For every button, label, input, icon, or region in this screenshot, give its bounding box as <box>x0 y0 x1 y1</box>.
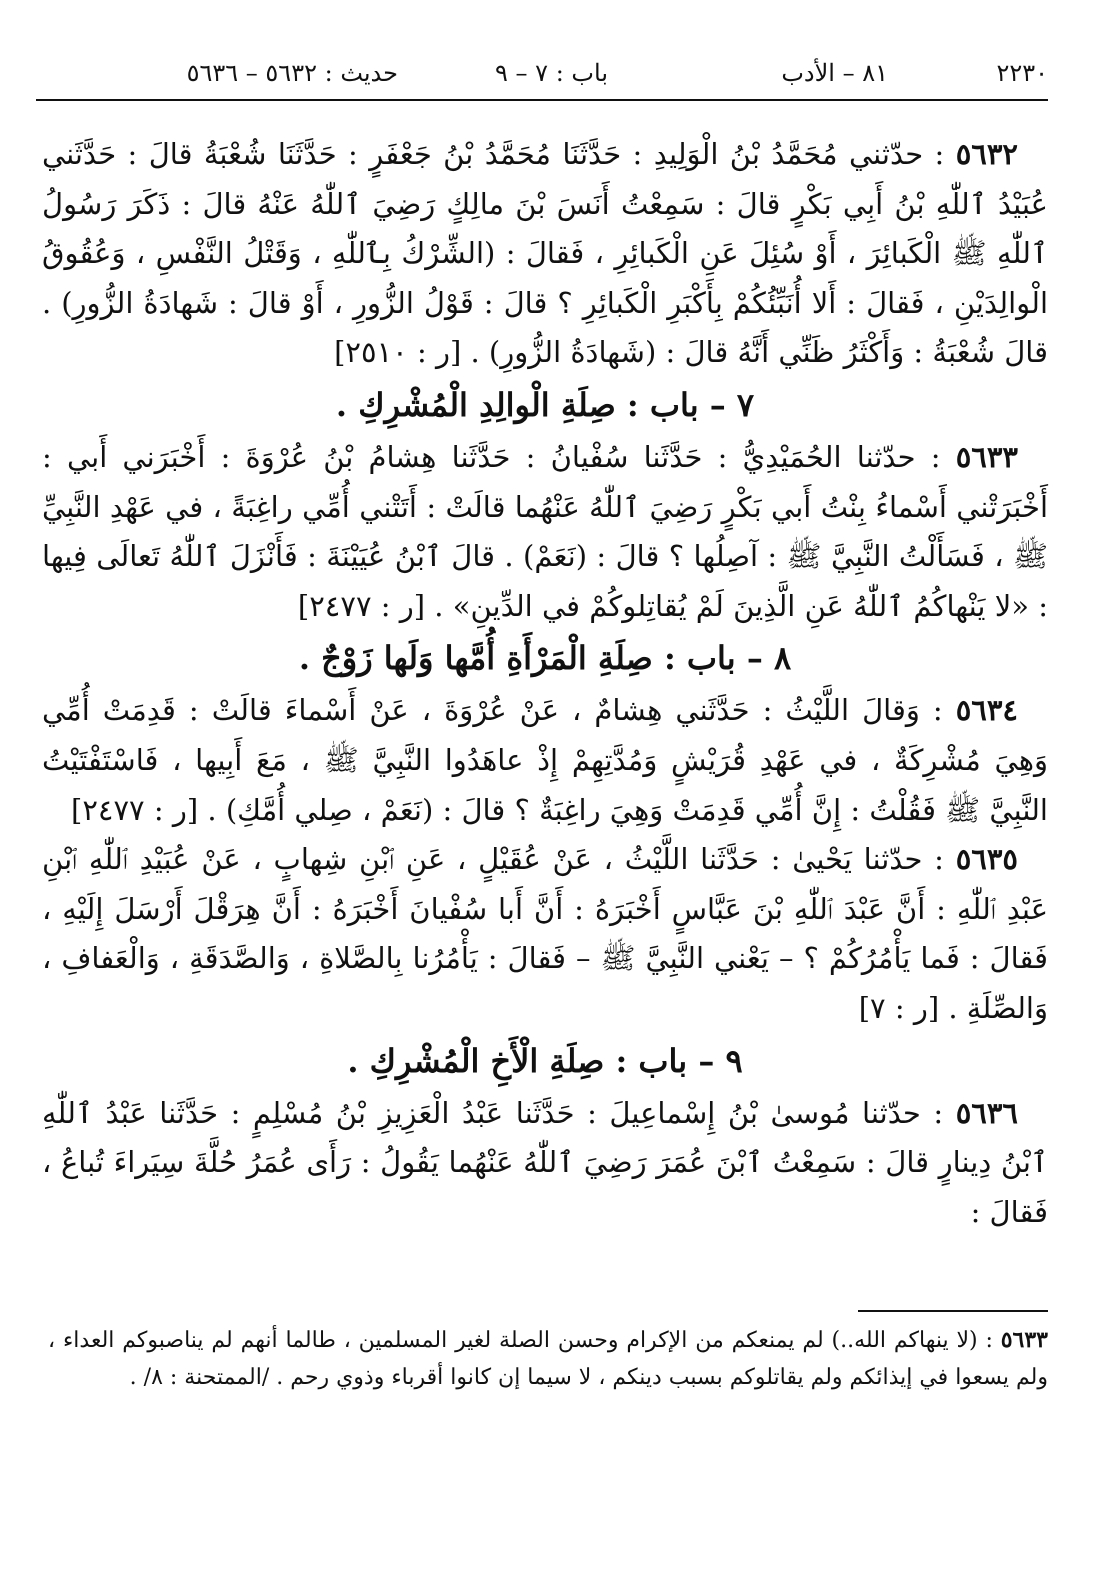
footnote-number: ٥٦٣٣ <box>1000 1327 1048 1353</box>
hadith-range: حديث : ٥٦٣٢ – ٥٦٣٦ <box>186 59 398 87</box>
hadith-5635 <box>42 835 1048 1033</box>
hadith-number: ٥٦٣٥ <box>955 842 1018 877</box>
chapter-heading-9: ٩ – باب : صِلَةِ الْأَخِ الْمُشْرِكِ . <box>347 1041 743 1080</box>
footnote <box>48 1322 1048 1396</box>
hadith-text: : حدّثنا يَحْيىٰ : حَدَّثَنا اللَّيْثُ ، عَنْ عُقَيْلٍ ، عَنِ ٱبْنِ شِهابٍ ، عَنْ عُبَيْدِ ٱللّٰهِ ٱبْنِ عَبْدِ ٱللّٰهِ : أَنَّ عَبْدَ ٱللّٰهِ بْنَ عَبَّاسٍ أَخْبَرَهُ : أَنَّ أَبا سُفْيانَ أَخْبَرَهُ : أَنَّ هِرَقْلَ أَرْسَلَ إِلَيْهِ ، فَقالَ : فَما يَأْمُرُكُمْ ؟ – يَعْني النَّبِيَّ ﷺ – فَقالَ : يَأْمُرُنا بِالصَّلاةِ ، وَالصَّدَقَةِ ، وَالْعَفافِ ، وَالصِّلَةِ . <box>42 842 1048 1025</box>
hadith-text: : وَقالَ اللَّيْثُ : حَدَّثَني هِشامٌ ، عَنْ عُرْوَةَ ، عَنْ أَسْماءَ قالَتْ : قَدِمَتْ أُمِّي وَهِيَ مُشْرِكَةٌ ، في عَهْدِ قُرَيْشٍ وَمُدَّتِهِمْ إِذْ عاهَدُوا النَّبِيَّ ﷺ ، مَعَ أَبِيها ، فَاسْتَفْتَيْتُ النَّبِيَّ ﷺ فَقُلْتُ : إِنَّ أُمِّي قَدِمَتْ وَهِيَ راغِبَةٌ ؟ قالَ : (نَعَمْ ، صِلي أُمَّكِ) . <box>42 693 1048 827</box>
chapter-range: باب : ٧ – ٩ <box>495 59 608 87</box>
hadith-text: : حدّثني مُحَمَّدُ بْنُ الْوَلِيدِ : حَدَّثَنَا مُحَمَّدُ بْنُ جَعْفَرٍ : حَدَّثَنَا شُعْبَةُ قالَ : حَدَّثَني عُبَيْدُ ٱللّٰهِ بْنُ أَبِي بَكْرٍ قالَ : سَمِعْتُ أَنَسَ بْنَ مالِكٍ رَضِيَ ٱللّٰهُ عَنْهُ قالَ : ذَكَرَ رَسُولُ ٱللّٰهِ ﷺ الْكَبائِرَ ، أَوْ سُئِلَ عَنِ الْكَبائِرِ ، فَقالَ : (الشِّرْكُ بِٱللّٰهِ ، وَقَتْلُ النَّفْسِ ، وَعُقُوقُ الْوالِدَيْنِ ، فَقالَ : أَلا أُنَبِّئُكُمْ بِأَكْبَرِ الْكَبائِرِ ؟ قالَ : قَوْلُ الزُّورِ ، أَوْ قالَ : شَهادَةُ الزُّورِ) . قالَ شُعْبَةُ : وَأَكْثَرُ ظَنِّي أَنَّهُ قالَ : (شَهادَةُ الزُّورِ) . <box>42 137 1048 370</box>
hadith-5634 <box>42 686 1048 835</box>
cross-reference: [ر : ٢٥١٠] <box>334 335 462 370</box>
main-text <box>42 130 1048 1237</box>
hadith-number: ٥٦٣٢ <box>955 137 1018 171</box>
hadith-5636 <box>42 1089 1048 1238</box>
hadith-text: : حدّثنا مُوسىٰ بْنُ إِسْماعِيلَ : حَدَّثَنا عَبْدُ الْعَزِيزِ بْنُ مُسْلِمٍ : حَدَّثَنا عَبْدُ ٱللّٰهِ ٱبْنُ دِينارٍ قالَ : سَمِعْتُ ٱبْنَ عُمَرَ رَضِيَ ٱللّٰهُ عَنْهُما يَقُولُ : رَأَى عُمَرُ حُلَّةَ سِيَراءَ تُباعُ ، فَقالَ : <box>42 1095 1048 1229</box>
book-title: ٨١ – الأدب <box>781 59 888 87</box>
hadith-number: ٥٦٣٣ <box>955 439 1018 474</box>
chapter-heading-8: ٨ – باب : صِلَةِ الْمَرْأَةِ أُمَّها وَلَها زَوْجٌ . <box>298 639 792 678</box>
hadith-number: ٥٦٣٦ <box>955 1095 1018 1130</box>
hadith-5632 <box>42 130 1048 378</box>
page-number: ٢٢٣٠ <box>996 59 1048 87</box>
hadith-number: ٥٦٣٤ <box>955 693 1018 728</box>
cross-reference: [ر : ٢٤٧٧] <box>297 588 426 623</box>
chapter-heading-7: ٧ – باب : صِلَةِ الْوالِدِ الْمُشْرِكِ . <box>335 385 755 424</box>
footnote-divider <box>858 1310 1048 1312</box>
running-header <box>36 55 1048 101</box>
hadith-text: : حدّثنا الحُمَيْدِيُّ : حَدَّثَنا سُفْيانُ : حَدَّثَنا هِشامُ بْنُ عُرْوَةَ : أَخْبَرَني أَبي : أَخْبَرَتْني أَسْماءُ بِنْتُ أَبي بَكْرٍ رَضِيَ ٱللّٰهُ عَنْهُما قالَتْ : أَتَتْني أُمِّي راغِبَةً ، في عَهْدِ النَّبِيِّ ﷺ ، فَسَأَلْتُ النَّبِيَّ ﷺ : آصِلُها ؟ قالَ : (نَعَمْ) . قالَ ٱبْنُ عُيَيْنَةَ : فَأَنْزَلَ ٱللّٰهُ تَعالَى فِيها : «لا يَنْهاكُمُ ٱللّٰهُ عَنِ الَّذِينَ لَمْ يُقاتِلوكُمْ في الدِّينِ» . <box>42 439 1048 623</box>
footnote-text: : (لا ينهاكم الله..) لم يمنعكم من الإكرام وحسن الصلة لغير المسلمين ، طالما أنهم لم يناصبوكم العداء ، ولم يسعوا في إيذائكم ولم يقاتلوكم بسبب دينكم ، لا سيما إن كانوا أقرباء وذوي رحم . /الممتحنة : ٨/ . <box>48 1328 1048 1390</box>
cross-reference: [ر : ٧] <box>858 990 940 1025</box>
hadith-5633 <box>42 433 1048 631</box>
cross-reference: [ر : ٢٤٧٧] <box>71 792 199 827</box>
